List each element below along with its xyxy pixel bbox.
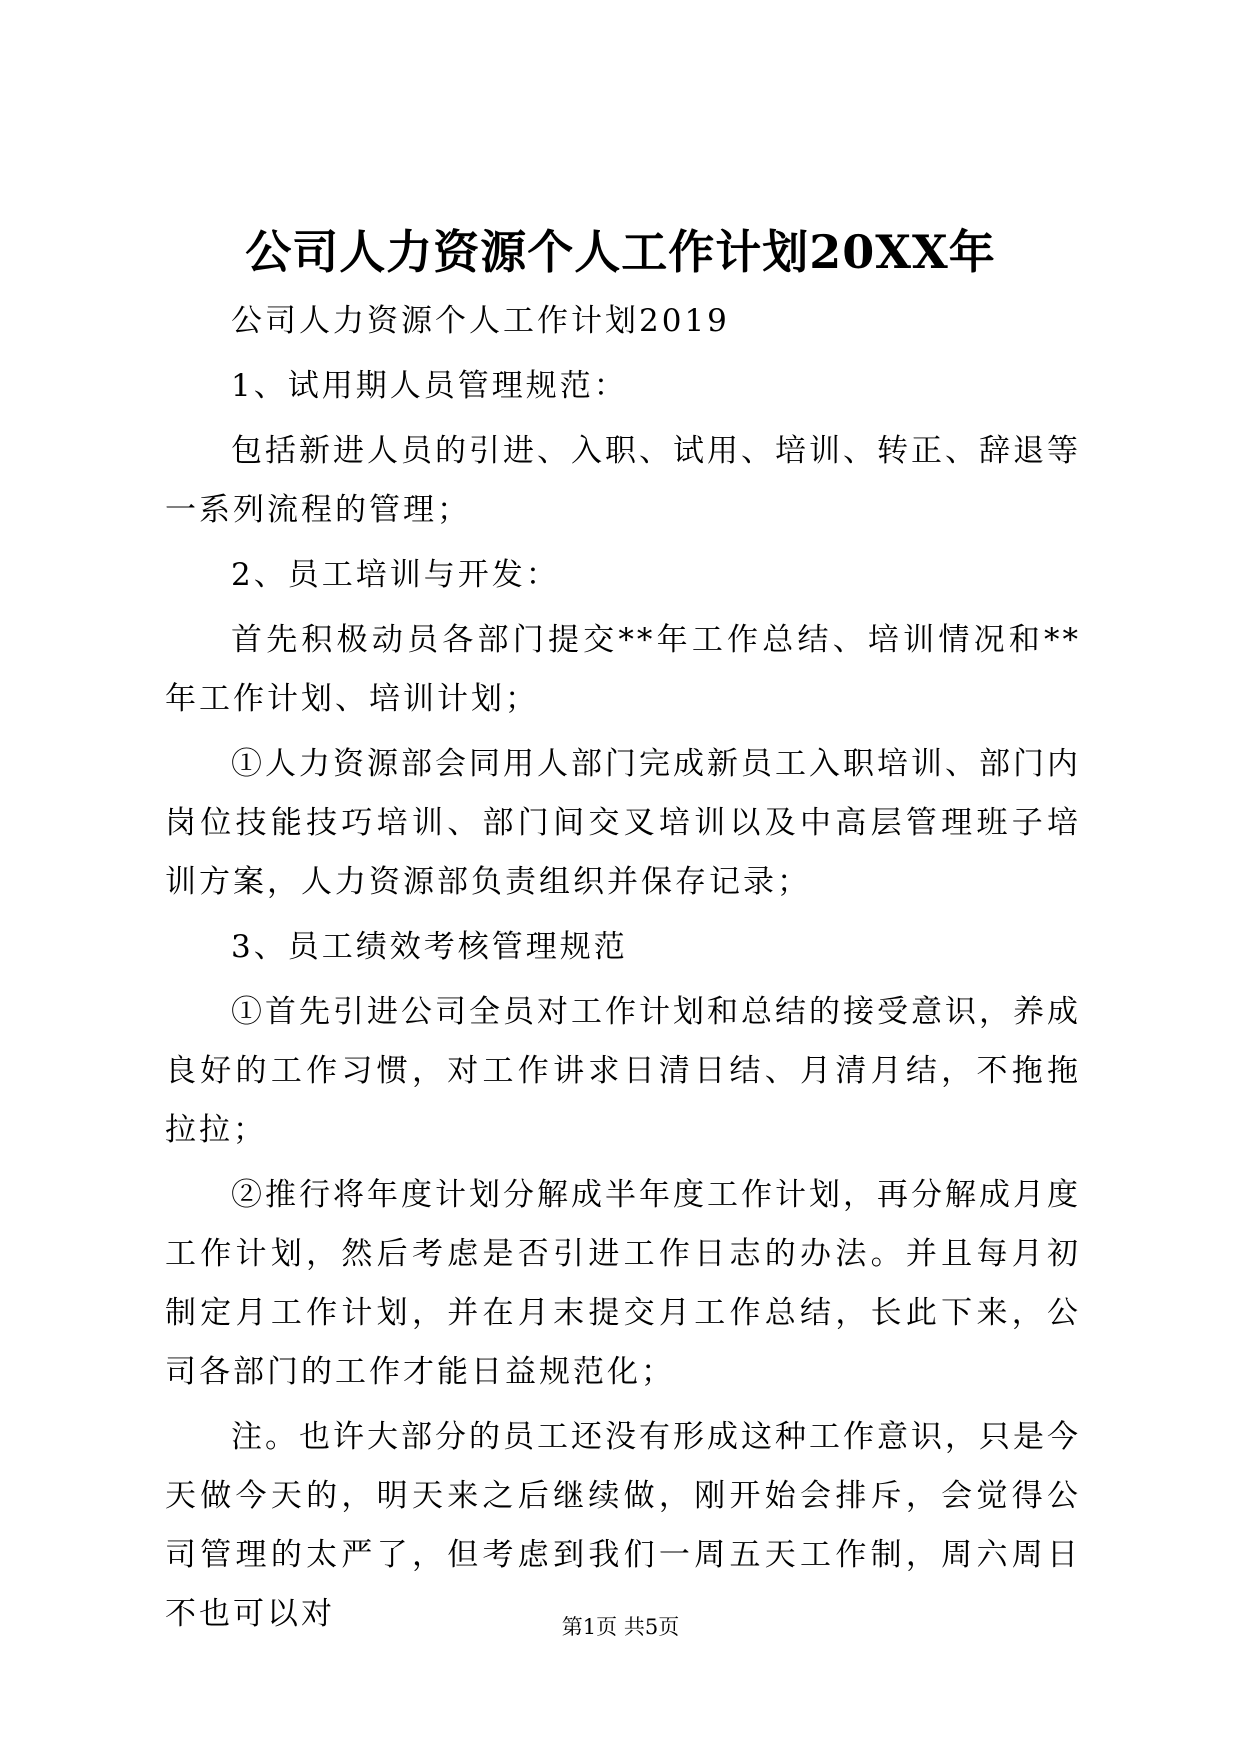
paragraph: 首先积极动员各部门提交**年工作总结、培训情况和**年工作计划、培训计划； bbox=[165, 622, 1081, 717]
document-body bbox=[165, 292, 1081, 1650]
document-title: 公司人力资源个人工作计划20XX年 bbox=[245, 225, 996, 279]
paragraph: 2、员工培训与开发： bbox=[231, 557, 560, 593]
paragraph: 注。也许大部分的员工还没有形成这种工作意识，只是今天做今天的，明天来之后继续做，刚开始会排斥，会觉得公司管理的太严了，但考虑到我们一周五天工作制，周六周日不也可以对 bbox=[165, 1419, 1081, 1632]
paragraph: 公司人力资源个人工作计划2019 bbox=[231, 303, 730, 339]
page-footer bbox=[0, 1612, 1241, 1642]
page-indicator: 第1页 共5页 bbox=[561, 1615, 680, 1639]
paragraph: 3、员工绩效考核管理规范 bbox=[231, 929, 628, 965]
paragraph: 1、试用期人员管理规范： bbox=[231, 368, 628, 404]
paragraph: ②推行将年度计划分解成半年度工作计划，再分解成月度工作计划，然后考虑是否引进工作日志的办法。并且每月初制定月工作计划，并在月末提交月工作总结，长此下来，公司各部门的工作才能日益规范化； bbox=[165, 1177, 1081, 1390]
paragraph: 包括新进人员的引进、入职、试用、培训、转正、辞退等一系列流程的管理； bbox=[165, 433, 1081, 528]
paragraph: ①人力资源部会同用人部门完成新员工入职培训、部门内岗位技能技巧培训、部门间交叉培训以及中高层管理班子培训方案，人力资源部负责组织并保存记录； bbox=[165, 746, 1081, 900]
paragraph: ①首先引进公司全员对工作计划和总结的接受意识，养成良好的工作习惯，对工作讲求日清日结、月清月结，不拖拖拉拉； bbox=[165, 994, 1081, 1148]
